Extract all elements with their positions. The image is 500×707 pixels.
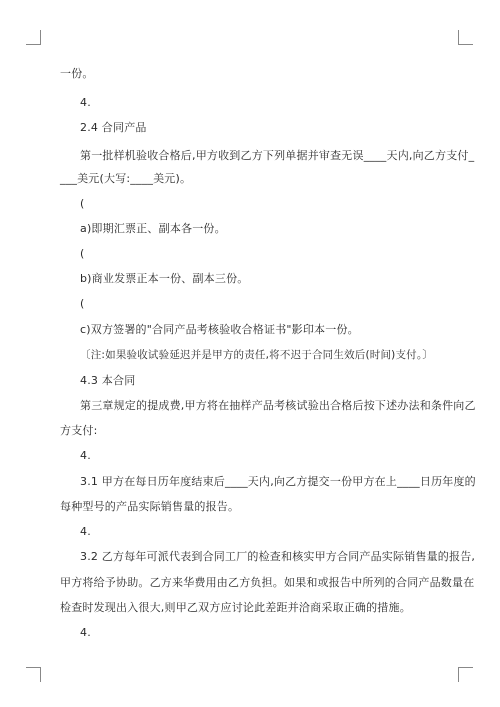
text-line: 3.1 甲方在每日历年度结束后____天内,向乙方提交一份甲方在上____日历年度的 <box>80 475 476 488</box>
clause-number: 4. <box>80 525 91 538</box>
crop-mark-top-right <box>458 30 473 45</box>
text-line: 每种型号的产品实际销售量的报告。 <box>60 500 240 513</box>
text-line: 方支付: <box>60 424 98 437</box>
section-heading: 4.3 本合同 <box>80 374 136 387</box>
text-line: 检查时发现出入很大,则甲乙双方应讨论此差距并洽商采取正确的措施。 <box>60 601 411 614</box>
text-line: 甲方将给予协助。乙方来华费用由乙方负担。如果和或报告中所列的合同产品数量在 <box>60 576 475 589</box>
clause-number: 4. <box>80 626 91 639</box>
crop-mark-bottom-left <box>26 667 41 682</box>
bracket-line: ( <box>80 247 85 260</box>
clause-number: 4. <box>80 449 91 462</box>
text-line: 第三章规定的提成费,甲方将在抽样产品考核试验出合格后按下述办法和条件向乙 <box>80 399 476 412</box>
crop-mark-top-left <box>26 30 41 45</box>
list-item: c)双方签署的"合同产品考核验收合格证书"影印本一份。 <box>80 323 359 336</box>
text-line: 一份。 <box>60 67 94 80</box>
section-heading: 2.4 合同产品 <box>80 121 147 134</box>
list-item: b)商业发票正本一份、副本三份。 <box>80 272 249 285</box>
text-line: 第一批样机验收合格后,甲方收到乙方下列单据并审查无误____天内,向乙方支付_ <box>80 149 475 162</box>
note-line: 〔注:如果验收试验延迟并是甲方的责任,将不迟于合同生效后(时间)支付。〕 <box>80 349 434 361</box>
bracket-line: ( <box>80 297 85 310</box>
crop-mark-bottom-right <box>458 667 473 682</box>
clause-number: 4. <box>80 96 91 109</box>
text-line: ___美元(大写:____美元)。 <box>60 172 192 185</box>
text-line: 3.2 乙方每年可派代表到合同工厂的检查和核实甲方合同产品实际销售量的报告, <box>80 550 476 563</box>
list-item: a)即期汇票正、副本各一份。 <box>80 222 226 235</box>
bracket-line: ( <box>80 197 85 210</box>
